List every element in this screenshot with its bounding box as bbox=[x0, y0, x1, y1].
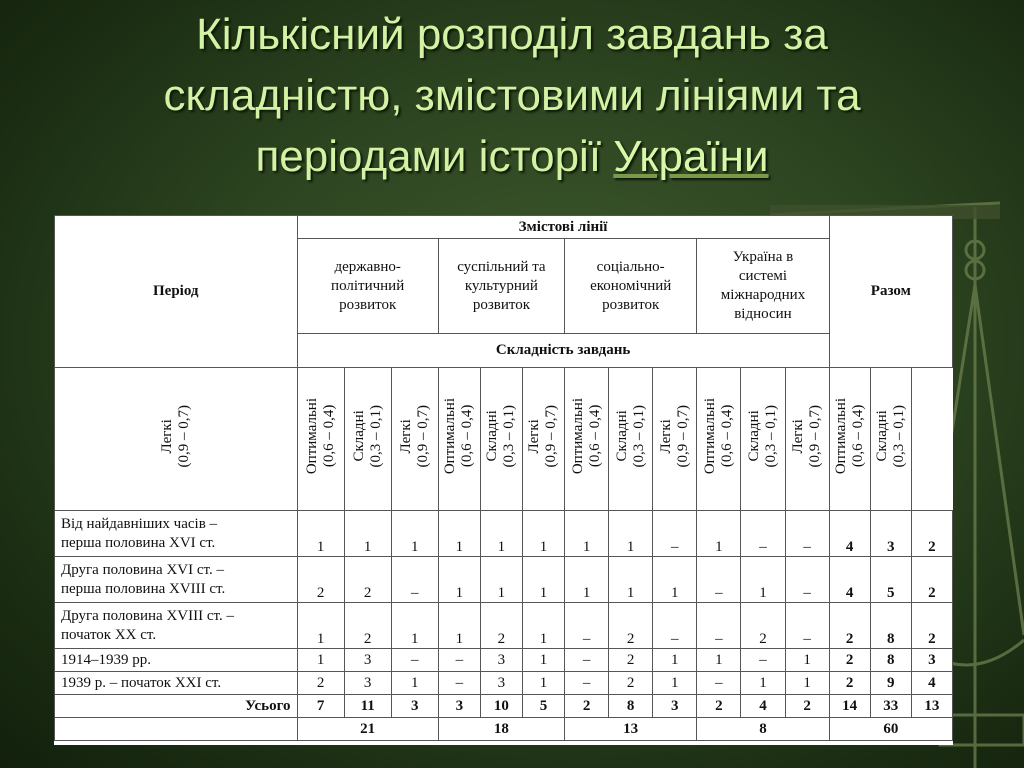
value-cell: – bbox=[697, 672, 741, 695]
table-row bbox=[55, 672, 953, 695]
period-line-1: Від найдавніших часів – bbox=[61, 515, 218, 532]
value-cell: 1 bbox=[297, 649, 344, 672]
level-range: (0,6 – 0,4) bbox=[459, 405, 476, 468]
period-line-2: перша половина XVIII ст. bbox=[61, 580, 226, 597]
value-cell: 2 bbox=[741, 603, 785, 649]
level-header-cell bbox=[565, 368, 609, 511]
value-cell: 1 bbox=[697, 511, 741, 557]
level-range: (0,3 – 0,1) bbox=[367, 405, 384, 468]
level-range: (0,6 – 0,4) bbox=[849, 405, 866, 468]
level-header-cell bbox=[522, 368, 564, 511]
value-cell: – bbox=[438, 672, 480, 695]
value-cell: 1 bbox=[741, 557, 785, 603]
level-name: Складні bbox=[350, 410, 367, 463]
period-header: Період bbox=[55, 216, 298, 368]
value-cell: 1 bbox=[522, 511, 564, 557]
content-line-economic-l2: економічний bbox=[590, 277, 672, 294]
sum-value-cell: 2 bbox=[565, 695, 609, 718]
level-name: Легкі bbox=[158, 419, 175, 454]
value-cell: 1 bbox=[609, 511, 653, 557]
value-cell: 1 bbox=[391, 672, 438, 695]
content-line-international bbox=[697, 239, 829, 334]
title-highlight: України bbox=[613, 132, 769, 181]
total-cell: 4 bbox=[911, 672, 952, 695]
value-cell: 3 bbox=[344, 649, 391, 672]
value-cell: – bbox=[785, 557, 829, 603]
content-line-political-l3: розвиток bbox=[339, 296, 397, 313]
level-range: (0,6 – 0,4) bbox=[586, 405, 603, 468]
period-line-1: Друга половина XVI ст. – bbox=[61, 561, 224, 578]
total-cell: 3 bbox=[870, 511, 911, 557]
content-line-international-l2: системі bbox=[738, 268, 788, 284]
level-label bbox=[351, 405, 385, 468]
value-cell: 1 bbox=[522, 649, 564, 672]
level-range: (0,3 – 0,1) bbox=[890, 405, 907, 468]
level-label bbox=[702, 398, 736, 474]
level-range: (0,9 – 0,7) bbox=[414, 405, 431, 468]
content-line-international-l4: відносин bbox=[734, 306, 792, 322]
value-cell: – bbox=[565, 603, 609, 649]
group-total-blank bbox=[55, 718, 298, 741]
content-lines-header: Змістові лінії bbox=[297, 216, 829, 239]
total-cell: 2 bbox=[911, 603, 952, 649]
level-label bbox=[398, 405, 432, 468]
value-cell: – bbox=[391, 649, 438, 672]
level-label bbox=[614, 405, 648, 468]
value-cell: 1 bbox=[438, 557, 480, 603]
sum-total-cell: 33 bbox=[870, 695, 911, 718]
value-cell: – bbox=[785, 603, 829, 649]
level-range: (0,9 – 0,7) bbox=[175, 405, 192, 468]
value-cell: 1 bbox=[344, 511, 391, 557]
sum-row bbox=[55, 695, 953, 718]
value-cell: 1 bbox=[480, 557, 522, 603]
period-cell bbox=[55, 603, 298, 649]
sum-value-cell: 8 bbox=[609, 695, 653, 718]
title-line-2: складністю, змістовими лініями та bbox=[163, 71, 861, 120]
total-cell: 2 bbox=[829, 603, 870, 649]
value-cell: 2 bbox=[344, 557, 391, 603]
level-name: Оптимальні bbox=[701, 398, 718, 475]
level-range: (0,3 – 0,1) bbox=[501, 405, 518, 468]
value-cell: – bbox=[565, 649, 609, 672]
level-name: Оптимальні bbox=[832, 398, 849, 475]
value-cell: 1 bbox=[565, 511, 609, 557]
level-label bbox=[442, 398, 476, 474]
sum-value-cell: 2 bbox=[785, 695, 829, 718]
value-cell: – bbox=[697, 603, 741, 649]
content-line-political-l1: державно- bbox=[334, 258, 401, 275]
content-line-cultural-l1: суспільний та bbox=[457, 258, 546, 275]
level-range: (0,3 – 0,1) bbox=[762, 405, 779, 468]
level-label bbox=[874, 405, 908, 468]
title-line-3 bbox=[0, 126, 1024, 187]
content-line-international-l3: міжнародних bbox=[720, 287, 806, 303]
total-cell: 4 bbox=[829, 557, 870, 603]
level-name: Складні bbox=[745, 410, 762, 463]
total-cell: 8 bbox=[870, 649, 911, 672]
value-cell: 1 bbox=[653, 557, 697, 603]
value-cell: – bbox=[697, 557, 741, 603]
level-header-cell bbox=[55, 368, 298, 511]
content-line-international-l1: Україна в bbox=[732, 249, 794, 265]
group-total-cell: 8 bbox=[697, 718, 829, 741]
value-cell: 2 bbox=[297, 557, 344, 603]
level-header-cell bbox=[697, 368, 741, 511]
total-header: Разом bbox=[829, 216, 952, 368]
value-cell: – bbox=[741, 649, 785, 672]
data-rows bbox=[55, 511, 953, 741]
group-total-cell: 60 bbox=[829, 718, 952, 741]
value-cell: 2 bbox=[609, 603, 653, 649]
sum-total-cell: 13 bbox=[911, 695, 952, 718]
level-name: Легкі bbox=[657, 419, 674, 454]
content-line-political bbox=[297, 239, 438, 334]
value-cell: – bbox=[391, 557, 438, 603]
level-label bbox=[304, 398, 338, 474]
level-header-cell bbox=[870, 368, 911, 511]
value-cell: 1 bbox=[297, 511, 344, 557]
content-line-economic-l1: соціально- bbox=[596, 258, 665, 275]
value-cell: 1 bbox=[391, 511, 438, 557]
value-cell: 2 bbox=[344, 603, 391, 649]
value-cell: 1 bbox=[741, 672, 785, 695]
sum-value-cell: 3 bbox=[391, 695, 438, 718]
level-label bbox=[526, 405, 560, 468]
period-cell bbox=[55, 672, 298, 695]
value-cell: 2 bbox=[609, 649, 653, 672]
content-line-political-l2: політичний bbox=[331, 277, 405, 294]
value-cell: 3 bbox=[480, 672, 522, 695]
title-line-1: Кількісний розподіл завдань за bbox=[196, 10, 828, 59]
group-total-row bbox=[55, 718, 953, 741]
level-name: Оптимальні bbox=[442, 398, 459, 475]
value-cell: 3 bbox=[344, 672, 391, 695]
table-row bbox=[55, 649, 953, 672]
content-line-economic bbox=[565, 239, 697, 334]
level-label bbox=[484, 405, 518, 468]
level-label bbox=[570, 398, 604, 474]
level-header-cell bbox=[829, 368, 870, 511]
total-cell: 2 bbox=[911, 511, 952, 557]
value-cell: – bbox=[785, 511, 829, 557]
value-cell: 1 bbox=[480, 511, 522, 557]
level-header-cell bbox=[653, 368, 697, 511]
level-range: (0,3 – 0,1) bbox=[630, 405, 647, 468]
distribution-table bbox=[54, 215, 953, 741]
level-name: Складні bbox=[613, 410, 630, 463]
value-cell: 1 bbox=[653, 672, 697, 695]
value-cell: 1 bbox=[438, 511, 480, 557]
level-range: (0,6 – 0,4) bbox=[718, 405, 735, 468]
table-row bbox=[55, 557, 953, 603]
sum-label: Усього bbox=[55, 695, 298, 718]
level-header-cell bbox=[438, 368, 480, 511]
level-label bbox=[833, 398, 867, 474]
value-cell: 1 bbox=[785, 649, 829, 672]
complexity-header: Складність завдань bbox=[297, 334, 829, 368]
level-name: Легкі bbox=[790, 419, 807, 454]
sum-value-cell: 10 bbox=[480, 695, 522, 718]
value-cell: – bbox=[653, 603, 697, 649]
table-row bbox=[55, 511, 953, 557]
value-cell: 1 bbox=[297, 603, 344, 649]
total-cell: 2 bbox=[829, 672, 870, 695]
total-cell: 3 bbox=[911, 649, 952, 672]
level-label bbox=[159, 405, 193, 468]
total-cell: 8 bbox=[870, 603, 911, 649]
level-header-cell bbox=[480, 368, 522, 511]
value-cell: 1 bbox=[609, 557, 653, 603]
level-header-cell bbox=[344, 368, 391, 511]
value-cell: 1 bbox=[697, 649, 741, 672]
level-label bbox=[746, 405, 780, 468]
level-header-cell bbox=[391, 368, 438, 511]
level-range: (0,9 – 0,7) bbox=[674, 405, 691, 468]
total-cell: 2 bbox=[829, 649, 870, 672]
level-label bbox=[790, 405, 824, 468]
level-header-cell bbox=[609, 368, 653, 511]
level-range: (0,9 – 0,7) bbox=[807, 405, 824, 468]
sum-total-cell: 14 bbox=[829, 695, 870, 718]
level-name: Складні bbox=[484, 410, 501, 463]
value-cell: 3 bbox=[480, 649, 522, 672]
total-cell: 2 bbox=[911, 557, 952, 603]
group-total-cell: 13 bbox=[565, 718, 697, 741]
sum-value-cell: 3 bbox=[653, 695, 697, 718]
content-line-cultural bbox=[438, 239, 564, 334]
period-cell bbox=[55, 557, 298, 603]
distribution-table-container bbox=[54, 215, 953, 745]
total-cell: 9 bbox=[870, 672, 911, 695]
level-name: Оптимальні bbox=[303, 398, 320, 475]
period-line-1: 1914–1939 рр. bbox=[61, 651, 151, 668]
value-cell: 2 bbox=[297, 672, 344, 695]
period-line-2: перша половина XVI ст. bbox=[61, 534, 216, 551]
value-cell: 2 bbox=[609, 672, 653, 695]
level-header-cell bbox=[785, 368, 829, 511]
level-header-row bbox=[55, 368, 953, 511]
level-label bbox=[658, 405, 692, 468]
title-line-3-prefix: періодами історії bbox=[255, 132, 614, 181]
value-cell: – bbox=[741, 511, 785, 557]
content-line-cultural-l3: розвиток bbox=[472, 296, 530, 313]
value-cell: 1 bbox=[785, 672, 829, 695]
level-name: Оптимальні bbox=[569, 398, 586, 475]
value-cell: 1 bbox=[653, 649, 697, 672]
content-line-cultural-l2: культурний bbox=[464, 277, 538, 294]
total-cell: 4 bbox=[829, 511, 870, 557]
content-line-economic-l3: розвиток bbox=[602, 296, 660, 313]
sum-value-cell: 4 bbox=[741, 695, 785, 718]
period-cell bbox=[55, 649, 298, 672]
period-line-2: початок XX ст. bbox=[61, 626, 157, 643]
level-range: (0,6 – 0,4) bbox=[320, 405, 337, 468]
period-line-1: Друга половина XVIII ст. – bbox=[61, 607, 234, 624]
value-cell: – bbox=[438, 649, 480, 672]
value-cell: 1 bbox=[565, 557, 609, 603]
level-range: (0,9 – 0,7) bbox=[543, 405, 560, 468]
group-total-cell: 21 bbox=[297, 718, 438, 741]
value-cell: 1 bbox=[391, 603, 438, 649]
sum-value-cell: 3 bbox=[438, 695, 480, 718]
level-name: Легкі bbox=[397, 419, 414, 454]
value-cell: 1 bbox=[438, 603, 480, 649]
value-cell: 1 bbox=[522, 603, 564, 649]
period-line-1: 1939 р. – початок XXI ст. bbox=[61, 674, 222, 691]
slide-title bbox=[0, 4, 1024, 187]
level-header-cell bbox=[741, 368, 785, 511]
sum-value-cell: 2 bbox=[697, 695, 741, 718]
level-name: Складні bbox=[873, 410, 890, 463]
sum-value-cell: 5 bbox=[522, 695, 564, 718]
sum-value-cell: 11 bbox=[344, 695, 391, 718]
value-cell: 1 bbox=[522, 557, 564, 603]
level-name: Легкі bbox=[526, 419, 543, 454]
value-cell: – bbox=[565, 672, 609, 695]
table-row bbox=[55, 603, 953, 649]
total-cell: 5 bbox=[870, 557, 911, 603]
group-total-cell: 18 bbox=[438, 718, 564, 741]
sum-value-cell: 7 bbox=[297, 695, 344, 718]
period-cell bbox=[55, 511, 298, 557]
level-header-cell bbox=[297, 368, 344, 511]
value-cell: – bbox=[653, 511, 697, 557]
value-cell: 1 bbox=[522, 672, 564, 695]
value-cell: 2 bbox=[480, 603, 522, 649]
